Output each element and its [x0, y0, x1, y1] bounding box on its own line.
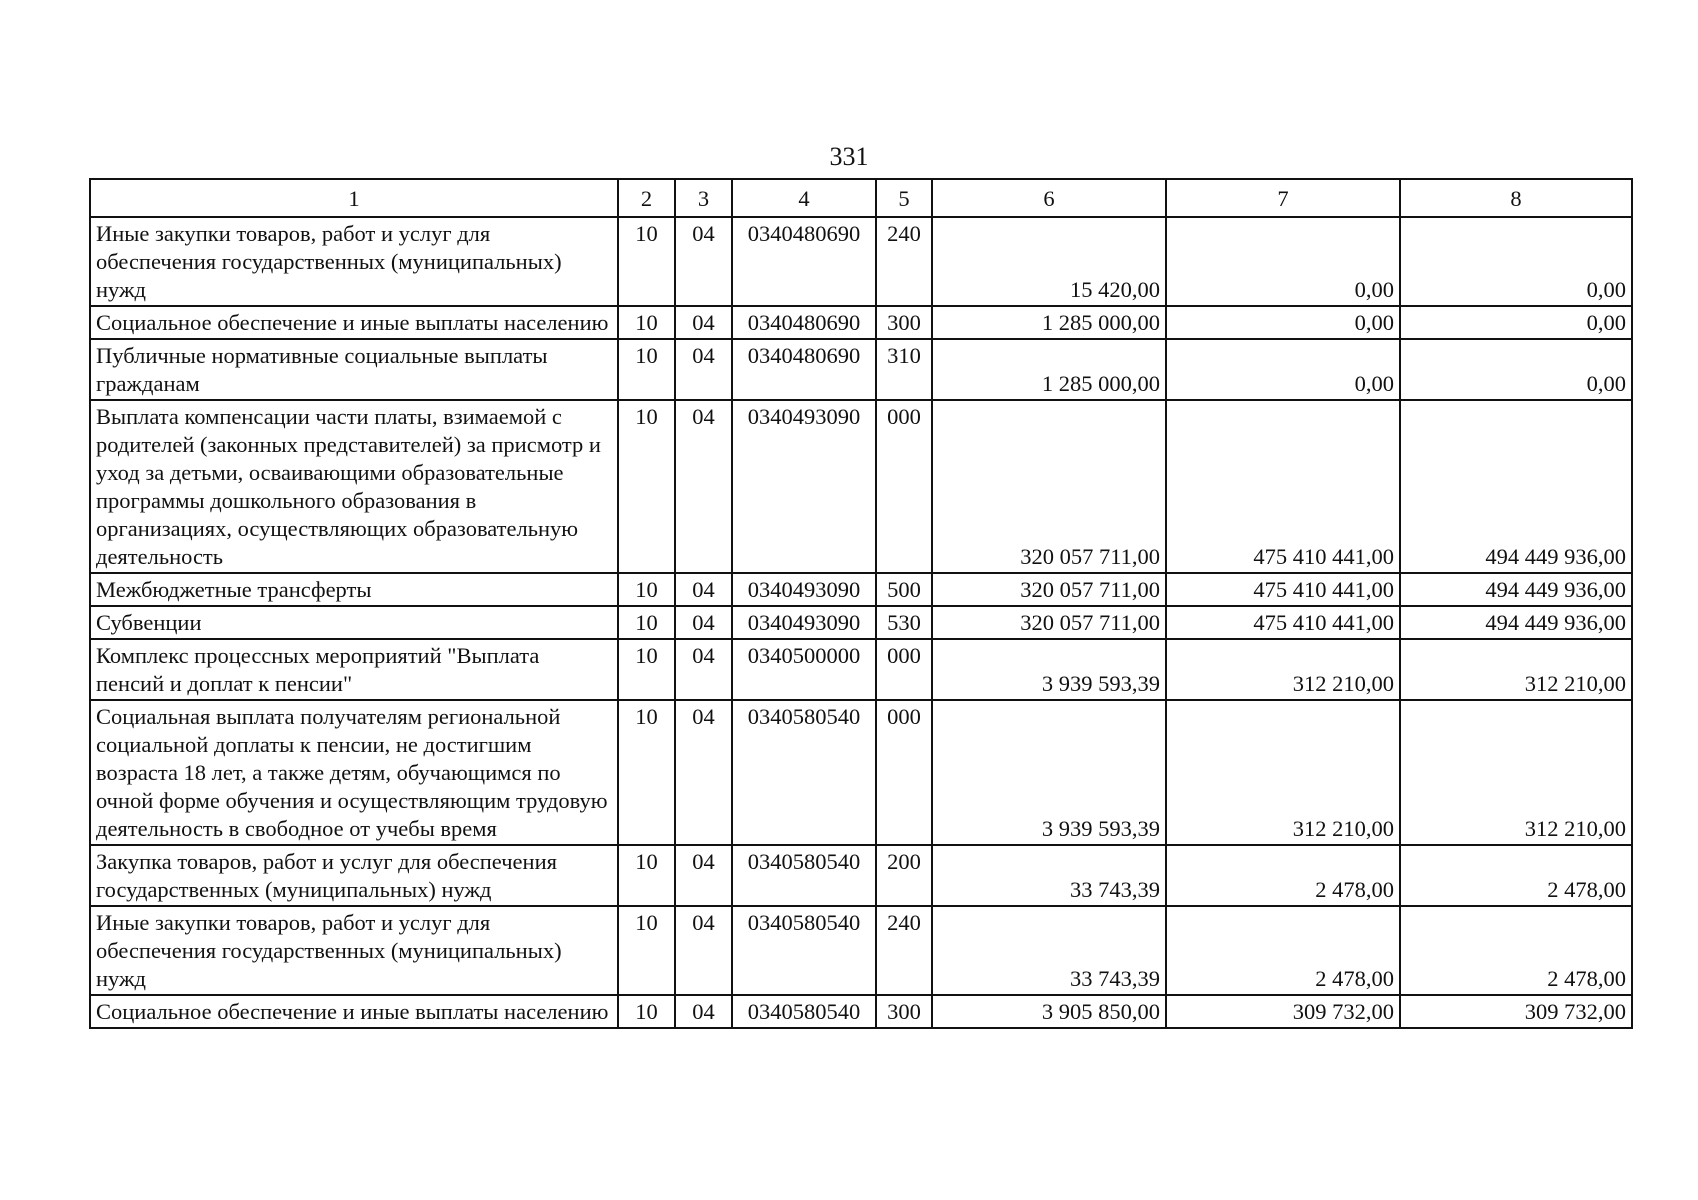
- subsection-code: 04: [675, 306, 732, 339]
- amount-col-8: 494 449 936,00: [1400, 573, 1632, 606]
- row-name: Иные закупки товаров, работ и услуг для обеспечения государственных (муниципальных) нужд: [90, 217, 618, 306]
- target-item-code: 0340493090: [732, 573, 876, 606]
- target-item-code: 0340580540: [732, 845, 876, 906]
- section-code: 10: [618, 339, 675, 400]
- amount-col-7: 2 478,00: [1166, 906, 1400, 995]
- amount-col-6: 1 285 000,00: [932, 306, 1166, 339]
- expense-type-code: 000: [876, 639, 932, 700]
- amount-col-7: 312 210,00: [1166, 700, 1400, 845]
- expense-type-code: 000: [876, 700, 932, 845]
- target-item-code: 0340580540: [732, 906, 876, 995]
- amount-col-6: 33 743,39: [932, 906, 1166, 995]
- row-name: Социальное обеспечение и иные выплаты населению: [90, 306, 618, 339]
- header-col-1: 1: [90, 179, 618, 217]
- subsection-code: 04: [675, 906, 732, 995]
- table-row: [90, 573, 1632, 606]
- amount-col-8: 0,00: [1400, 339, 1632, 400]
- amount-col-7: 2 478,00: [1166, 845, 1400, 906]
- amount-col-7: 475 410 441,00: [1166, 400, 1400, 573]
- row-name: Социальное обеспечение и иные выплаты населению: [90, 995, 618, 1028]
- header-col-5: 5: [876, 179, 932, 217]
- header-col-4: 4: [732, 179, 876, 217]
- table-row: [90, 639, 1632, 700]
- section-code: 10: [618, 995, 675, 1028]
- amount-col-6: 33 743,39: [932, 845, 1166, 906]
- row-name: Комплекс процессных мероприятий "Выплата пенсий и доплат к пенсии": [90, 639, 618, 700]
- row-name: Иные закупки товаров, работ и услуг для обеспечения государственных (муниципальных) нужд: [90, 906, 618, 995]
- subsection-code: 04: [675, 606, 732, 639]
- header-col-3: 3: [675, 179, 732, 217]
- header-col-7: 7: [1166, 179, 1400, 217]
- amount-col-8: 494 449 936,00: [1400, 400, 1632, 573]
- table-row: [90, 906, 1632, 995]
- section-code: 10: [618, 845, 675, 906]
- expense-type-code: 240: [876, 906, 932, 995]
- row-name: Публичные нормативные социальные выплаты гражданам: [90, 339, 618, 400]
- expense-type-code: 500: [876, 573, 932, 606]
- section-code: 10: [618, 700, 675, 845]
- row-name: Закупка товаров, работ и услуг для обеспечения государственных (муниципальных) нужд: [90, 845, 618, 906]
- amount-col-8: 2 478,00: [1400, 845, 1632, 906]
- expense-type-code: 300: [876, 306, 932, 339]
- target-item-code: 0340480690: [732, 339, 876, 400]
- section-code: 10: [618, 400, 675, 573]
- amount-col-7: 0,00: [1166, 339, 1400, 400]
- subsection-code: 04: [675, 845, 732, 906]
- amount-col-8: 309 732,00: [1400, 995, 1632, 1028]
- target-item-code: 0340500000: [732, 639, 876, 700]
- target-item-code: 0340580540: [732, 700, 876, 845]
- expense-type-code: 300: [876, 995, 932, 1028]
- subsection-code: 04: [675, 639, 732, 700]
- table-row: [90, 400, 1632, 573]
- section-code: 10: [618, 606, 675, 639]
- subsection-code: 04: [675, 217, 732, 306]
- row-name: Межбюджетные трансферты: [90, 573, 618, 606]
- row-name: Социальная выплата получателям региональной социальной доплаты к пенсии, не достигшим возраста 18 лет, а также детям, обучающимся по очной форме обучения и осуществляющим трудовую деятельность в свободное от учебы время: [90, 700, 618, 845]
- section-code: 10: [618, 217, 675, 306]
- target-item-code: 0340480690: [732, 306, 876, 339]
- table-row: [90, 845, 1632, 906]
- subsection-code: 04: [675, 995, 732, 1028]
- amount-col-8: 0,00: [1400, 306, 1632, 339]
- amount-col-8: 2 478,00: [1400, 906, 1632, 995]
- target-item-code: 0340580540: [732, 995, 876, 1028]
- table-row: [90, 339, 1632, 400]
- table-row: [90, 995, 1632, 1028]
- expense-type-code: 530: [876, 606, 932, 639]
- table-body: [90, 217, 1632, 1028]
- amount-col-6: 320 057 711,00: [932, 400, 1166, 573]
- subsection-code: 04: [675, 573, 732, 606]
- table-row: [90, 217, 1632, 306]
- table-row: [90, 700, 1632, 845]
- section-code: 10: [618, 906, 675, 995]
- table-row: [90, 306, 1632, 339]
- amount-col-6: 320 057 711,00: [932, 606, 1166, 639]
- amount-col-7: 0,00: [1166, 217, 1400, 306]
- amount-col-8: 312 210,00: [1400, 639, 1632, 700]
- amount-col-8: 494 449 936,00: [1400, 606, 1632, 639]
- expense-type-code: 240: [876, 217, 932, 306]
- amount-col-8: 312 210,00: [1400, 700, 1632, 845]
- expense-type-code: 200: [876, 845, 932, 906]
- section-code: 10: [618, 306, 675, 339]
- budget-table: [89, 178, 1633, 1029]
- table-header: [90, 179, 1632, 217]
- amount-col-6: 3 905 850,00: [932, 995, 1166, 1028]
- subsection-code: 04: [675, 700, 732, 845]
- expense-type-code: 000: [876, 400, 932, 573]
- amount-col-6: 3 939 593,39: [932, 639, 1166, 700]
- header-col-2: 2: [618, 179, 675, 217]
- subsection-code: 04: [675, 339, 732, 400]
- target-item-code: 0340493090: [732, 400, 876, 573]
- amount-col-7: 312 210,00: [1166, 639, 1400, 700]
- page-number: 331: [829, 142, 869, 171]
- amount-col-6: 15 420,00: [932, 217, 1166, 306]
- row-name: Субвенции: [90, 606, 618, 639]
- amount-col-7: 309 732,00: [1166, 995, 1400, 1028]
- section-code: 10: [618, 573, 675, 606]
- header-col-6: 6: [932, 179, 1166, 217]
- amount-col-7: 475 410 441,00: [1166, 606, 1400, 639]
- target-item-code: 0340493090: [732, 606, 876, 639]
- amount-col-7: 475 410 441,00: [1166, 573, 1400, 606]
- amount-col-6: 320 057 711,00: [932, 573, 1166, 606]
- subsection-code: 04: [675, 400, 732, 573]
- expense-type-code: 310: [876, 339, 932, 400]
- target-item-code: 0340480690: [732, 217, 876, 306]
- section-code: 10: [618, 639, 675, 700]
- amount-col-6: 3 939 593,39: [932, 700, 1166, 845]
- row-name: Выплата компенсации части платы, взимаемой с родителей (законных представителей) за присмотр и уход за детьми, осваивающими образовательные программы дошкольного образования в организациях, осуществляющих образовательную деятельность: [90, 400, 618, 573]
- amount-col-7: 0,00: [1166, 306, 1400, 339]
- amount-col-6: 1 285 000,00: [932, 339, 1166, 400]
- table-row: [90, 606, 1632, 639]
- header-col-8: 8: [1400, 179, 1632, 217]
- header-row: [90, 179, 1632, 217]
- amount-col-8: 0,00: [1400, 217, 1632, 306]
